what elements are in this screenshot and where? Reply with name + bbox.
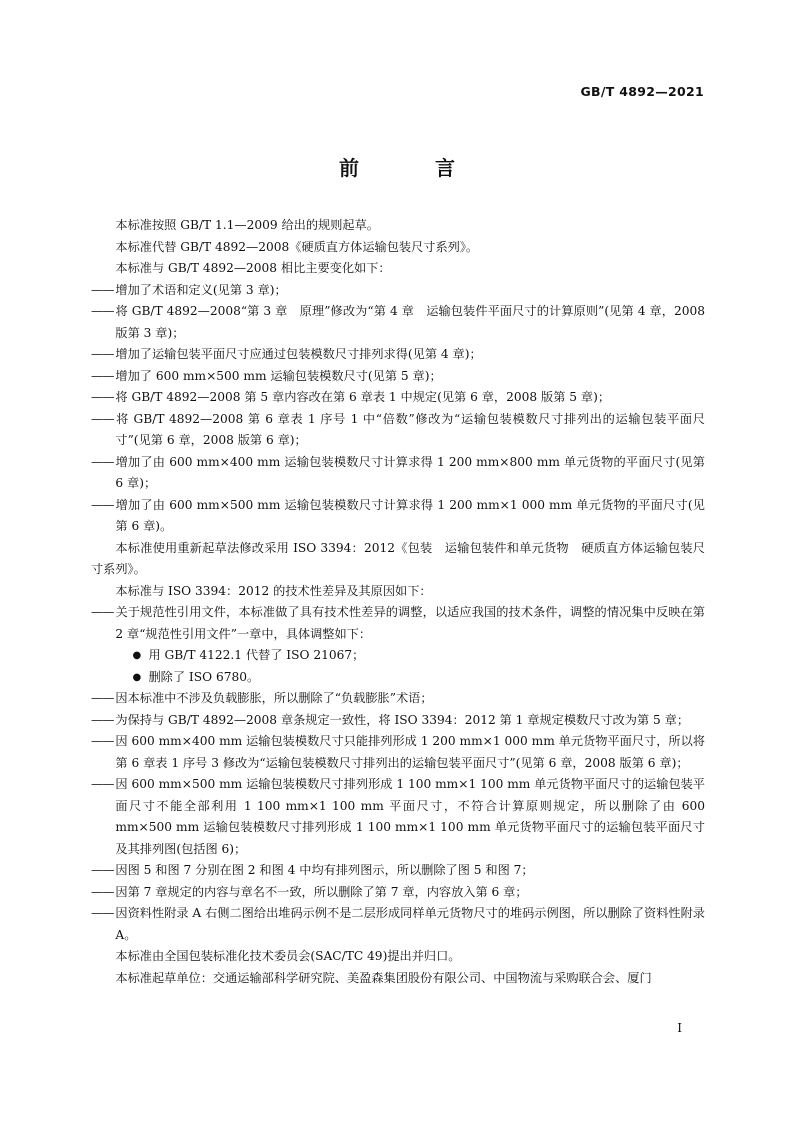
page-number: I	[677, 1021, 682, 1035]
paragraph-text: 本标准起草单位：交通运输部科学研究院、美盈森集团股份有限公司、中国物流与采购联合会、厦门	[115, 970, 652, 985]
dash-marker: ——	[91, 497, 114, 512]
paragraph-text: 将 GB/T 4892—2008 第 6 章表 1 序号 1 中“倍数”修改为“运输包装模数尺寸排列出的运输包装平面尺寸”(见第 6 章，2008 版第 6 章)；	[115, 411, 705, 447]
list-item	[91, 495, 705, 538]
dash-marker: ——	[91, 691, 114, 705]
paragraph	[91, 946, 705, 968]
paragraph-text: 增加了运输包装平面尺寸应通过包装模数尺寸排列求得(见第 4 章)；	[115, 347, 482, 361]
list-item	[91, 731, 705, 774]
page-title: 前 言	[339, 156, 483, 180]
paragraph-text: 本标准使用重新起草法修改采用 ISO 3394：2012《包装 运输包装件和单元货物 硬质直方体运输包装尺寸系列》。	[91, 540, 705, 576]
paragraph	[91, 968, 705, 990]
list-item	[91, 688, 705, 710]
paragraph-text: 本标准与 GB/T 4892—2008 相比主要变化如下：	[115, 261, 391, 275]
paragraph	[91, 538, 705, 581]
dash-marker: ——	[91, 734, 114, 748]
paragraph	[91, 215, 705, 237]
list-item	[91, 860, 705, 882]
paragraph-text: 增加了术语和定义(见第 3 章)；	[115, 282, 287, 297]
list-item	[91, 452, 705, 495]
list-item	[91, 903, 705, 946]
list-item	[91, 602, 705, 645]
dash-marker: ——	[91, 411, 114, 426]
paragraph-text: 增加了由 600 mm×500 mm 运输包装模数尺寸计算求得 1 200 mm×1 000 mm 单元货物的平面尺寸(见第 6 章)。	[115, 497, 705, 533]
paragraph-text: 因 600 mm×400 mm 运输包装模数尺寸只能排列形成 1 200 mm×1 000 mm 单元货物平面尺寸，所以将第 6 章表 1 序号 3 修改为“运输包装模数尺寸排列出的运输包装平面尺寸”(见第 6 章，2008 版第 6 章)；	[115, 734, 705, 770]
paragraph-text: 因图 5 和图 7 分别在图 2 和图 4 中均有排列图示，所以删除了图 5 和图 7；	[115, 863, 534, 877]
paragraph-text: 增加了由 600 mm×400 mm 运输包装模数尺寸计算求得 1 200 mm×800 mm 单元货物的平面尺寸(见第 6 章)；	[115, 454, 705, 490]
dash-marker: ——	[91, 777, 114, 791]
paragraph	[91, 581, 705, 603]
dash-marker: ——	[91, 884, 114, 899]
paragraph-text: 为保持与 GB/T 4892—2008 章条规定一致性，将 ISO 3394：2012 第 1 章规定模数尺寸改为第 5 章；	[115, 712, 690, 727]
list-item	[91, 366, 705, 388]
dash-marker: ——	[91, 347, 114, 361]
dash-marker: ——	[91, 605, 114, 619]
foreword-content	[91, 215, 705, 989]
paragraph	[91, 237, 705, 259]
bullet-item	[91, 645, 705, 667]
list-item	[91, 774, 705, 860]
paragraph-text: 将 GB/T 4892—2008 第 5 章内容改在第 6 章表 1 中规定(见第 6 章，2008 版第 5 章)；	[115, 390, 611, 404]
paragraph-text: 本标准按照 GB/T 1.1—2009 给出的规则起草。	[115, 218, 379, 232]
dash-marker: ——	[91, 454, 114, 469]
paragraph-text: 因 600 mm×500 mm 运输包装模数尺寸排列形成 1 100 mm×1 100 mm 单元货物平面尺寸的运输包装平面尺寸不能全部利用 1 100 mm×1 100 mm 平面尺寸，不符合计算原则规定，所以删除了由 600 mm×500 mm 运输包装模数尺寸排列形成 1 100 mm×1 100 mm 单元货物平面尺寸的运输包装平面尺寸及其排列图(包括图 6)；	[115, 777, 705, 856]
paragraph-text: 因第 7 章规定的内容与章名不一致，所以删除了第 7 章，内容放入第 6 章；	[115, 884, 528, 899]
dash-marker: ——	[91, 906, 114, 920]
list-item	[91, 387, 705, 409]
list-item	[91, 882, 705, 904]
paragraph-text: 因本标准中不涉及负载膨胀，所以删除了“负载膨胀”术语；	[115, 691, 433, 705]
paragraph-text: 用 GB/T 4122.1 代替了 ISO 21067；	[148, 648, 365, 662]
standard-code: GB/T 4892—2021	[580, 84, 704, 99]
bullet-icon: ●	[132, 650, 142, 661]
dash-marker: ——	[91, 712, 114, 727]
paragraph-text: 本标准代替 GB/T 4892—2008《硬质直方体运输包装尺寸系列》。	[115, 239, 479, 254]
list-item	[91, 301, 705, 344]
paragraph-text: 增加了 600 mm×500 mm 运输包装模数尺寸(见第 5 章)；	[115, 368, 442, 383]
dash-marker: ——	[91, 304, 114, 318]
dash-marker: ——	[91, 368, 114, 383]
paragraph-text: 将 GB/T 4892—2008“第 3 章 原理”修改为“第 4 章 运输包装件平面尺寸的计算原则”(见第 4 章，2008 版第 3 章)；	[115, 304, 705, 340]
paragraph-text: 本标准由全国包装标准化技术委员会(SAC/TC 49)提出并归口。	[115, 949, 461, 963]
bullet-item	[91, 667, 705, 689]
paragraph	[91, 258, 705, 280]
list-item	[91, 409, 705, 452]
paragraph-text: 删除了 ISO 6780。	[148, 669, 260, 684]
paragraph-text: 关于规范性引用文件，本标准做了具有技术性差异的调整，以适应我国的技术条件，调整的情况集中反映在第 2 章“规范性引用文件”一章中，具体调整如下：	[115, 605, 705, 641]
list-item	[91, 280, 705, 302]
dash-marker: ——	[91, 390, 114, 404]
list-item	[91, 344, 705, 366]
paragraph-text: 本标准与 ISO 3394：2012 的技术性差异及其原因如下：	[115, 583, 432, 598]
list-item	[91, 710, 705, 732]
bullet-icon: ●	[132, 671, 142, 683]
paragraph-text: 因资料性附录 A 右侧二图给出堆码示例不是二层形成同样单元货物尺寸的堆码示例图，所以删除了资料性附录 A。	[115, 906, 705, 942]
dash-marker: ——	[91, 282, 114, 297]
dash-marker: ——	[91, 863, 114, 877]
